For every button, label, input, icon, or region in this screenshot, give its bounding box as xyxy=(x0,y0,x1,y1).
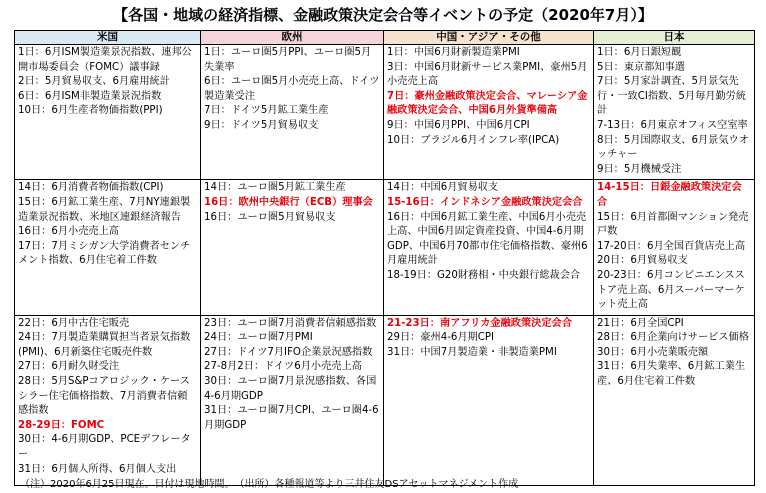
event-item: 24日：ユーロ圏7月PMI xyxy=(204,332,313,344)
cell-us xyxy=(15,315,201,485)
event-item: 6日：ユーロ圏5月小売売上高、ドイツ製造業受注 xyxy=(204,76,380,102)
event-item: 6日：6月ISM非製造業景況指数 xyxy=(18,90,162,102)
event-schedule-table xyxy=(14,30,755,486)
event-item: 14日：中国6月貿易収支 xyxy=(387,182,499,194)
event-item: 30日：6月小売業販売額 xyxy=(597,346,709,358)
event-item: 27日：ドイツ7月IFO企業景況感指数 xyxy=(204,346,373,358)
event-item: 14日：ユーロ圏5月鉱工業生産 xyxy=(204,182,346,194)
event-item: 28日：6月企業向けサービス価格 xyxy=(597,332,749,344)
cell-cn xyxy=(384,315,594,485)
event-item: 22日：6月中古住宅販売 xyxy=(18,317,130,329)
event-item: 15日：6月鉱工業生産、7月NY連銀製造業景況指数、米地区連銀経済報告 xyxy=(18,196,191,223)
event-item: 16日：6月小売売上高 xyxy=(18,226,119,238)
cell-eu xyxy=(201,45,384,180)
cell-cn xyxy=(384,180,594,315)
event-item: 16日：ユーロ圏5月貿易収支 xyxy=(204,211,336,223)
cell-jp xyxy=(594,180,755,315)
event-item: 29日：豪州4-6月期CPI xyxy=(387,332,494,344)
cell-us xyxy=(15,180,201,315)
event-item: 1日：中国6月財新製造業PMI xyxy=(387,47,520,58)
event-item: 7日：5月家計調査、5月景気先行・一致CI指数、5月毎月勤労統計 xyxy=(597,76,747,117)
policy-meeting-event: 14-15日：日銀金融政策決定会合 xyxy=(597,182,742,208)
event-item: 16日：中国6月鉱工業生産、中国6月小売売上高、中国6月固定資産投資、中国4-6月期GDP、中国6月70都市住宅価格指数、豪州6月雇用統計 xyxy=(387,211,588,267)
event-item: 9日：中国6月PPI、中国6月CPI xyxy=(387,119,530,131)
column-header-china-asia-other: 中国・アジア・その他 xyxy=(384,31,594,45)
column-header-us: 米国 xyxy=(15,31,201,45)
schedule-row-late-july xyxy=(15,315,755,485)
policy-meeting-event: 7日：豪州金融政策決定会合、マレーシア金融政策決定会合、中国6月外貨準備高 xyxy=(387,90,588,117)
cell-jp xyxy=(594,315,755,485)
event-item: 18-19日：G20財務相・中央銀行総裁会合 xyxy=(387,269,581,281)
event-item: 31日：6月個人所得、6月個人支出 xyxy=(18,463,177,475)
schedule-row-early-july xyxy=(15,45,755,180)
event-item: 7日：ドイツ5月鉱工業生産 xyxy=(204,105,329,117)
event-item: 21日：6月全国CPI xyxy=(597,317,684,329)
event-item: 10日：ブラジル6月インフレ率(IPCA) xyxy=(387,134,560,146)
event-item: 1日：6月ISM製造業景況指数、連邦公開市場委員会（FOMC）議事録 xyxy=(18,47,192,73)
event-item: 15日：6月首都圏マンション発売戸数 xyxy=(597,211,749,238)
event-item: 3日：中国6月財新サービス業PMI、豪州5月小売売上高 xyxy=(387,61,588,88)
event-item: 24日：7月製造業購買担当者景気指数(PMI)、6月新築住宅販売件数 xyxy=(18,332,191,358)
event-item: 1日：ユーロ圏5月PPI、ユーロ圏5月失業率 xyxy=(204,47,372,73)
event-item: 10日：6月生産者物価指数(PPI) xyxy=(18,105,163,117)
policy-meeting-event: 28-29日：FOMC xyxy=(18,419,105,431)
cell-cn xyxy=(384,45,594,180)
cell-eu xyxy=(201,180,384,315)
event-item: 20日：6月貿易収支 xyxy=(597,255,688,267)
event-item: 27日：6月耐久財受注 xyxy=(18,361,119,373)
event-item: 14日：6月消費者物価指数(CPI) xyxy=(18,182,164,194)
event-item: 17日：7月ミシガン大学消費者センチメント指数、6月住宅着工件数 xyxy=(18,240,191,267)
policy-meeting-event: 21-23日：南アフリカ金融政策決定会合 xyxy=(387,317,572,329)
event-item: 7-13日：6月東京オフィス空室率 xyxy=(597,119,748,131)
schedule-row-mid-july xyxy=(15,180,755,315)
event-item: 20-23日：6月コンビニエンスストア売上高、6月スーパーマーケット売上高 xyxy=(597,269,745,311)
event-item: 23日：ユーロ圏7月消費者信頼感指数 xyxy=(204,317,377,329)
event-item: 27-8月2日：ドイツ6月小売売上高 xyxy=(204,361,362,373)
page-title: 【各国・地域の経済指標、金融政策決定会合等イベントの予定（2020年7月）】 xyxy=(113,6,653,24)
cell-eu xyxy=(201,315,384,485)
cell-jp xyxy=(594,45,755,180)
event-item: 2日：5月貿易収支、6月雇用統計 xyxy=(18,76,170,88)
event-item: 9日：5月機械受注 xyxy=(597,163,682,175)
event-item: 31日：6月失業率、6月鉱工業生産、6月住宅着工件数 xyxy=(597,361,746,388)
event-item: 30日：4-6月期GDP、PCEデフレーター xyxy=(18,434,191,461)
policy-meeting-event: 15-16日：インドネシア金融政策決定会合 xyxy=(387,196,583,208)
event-item: 1日：6月日銀短観 xyxy=(597,47,682,58)
event-item: 17-20日：6月全国百貨店売上高 xyxy=(597,240,746,252)
event-item: 31日：ユーロ圏7月CPI、ユーロ圏4-6月期GDP xyxy=(204,405,379,431)
event-item: 30日：ユーロ圏7月景況感指数、各国4-6月期GDP xyxy=(204,376,377,402)
event-item: 5日：東京都知事選 xyxy=(597,61,685,73)
event-item: 28日：5月S&Pコアロジック・ケースシラー住宅価格指数、7月消費者信頼感指数 xyxy=(18,376,190,417)
column-header-eu: 欧州 xyxy=(201,31,384,45)
footnote: （注）2020年6月25日現在。日付は現地時間。 （出所）各種報道等より三井住友DSアセットマネジメント作成 xyxy=(20,479,519,490)
event-item: 9日：ドイツ5月貿易収支 xyxy=(204,119,319,131)
policy-meeting-event: 16日：欧州中央銀行（ECB）理事会 xyxy=(204,196,373,208)
event-item: 8日：5月国際収支、6月景気ウオッチャー xyxy=(597,134,749,161)
schedule-body xyxy=(15,45,755,486)
header-row xyxy=(15,31,755,45)
column-header-japan: 日本 xyxy=(594,31,755,45)
cell-us xyxy=(15,45,201,180)
event-item: 31日：中国7月製造業・非製造業PMI xyxy=(387,346,557,358)
